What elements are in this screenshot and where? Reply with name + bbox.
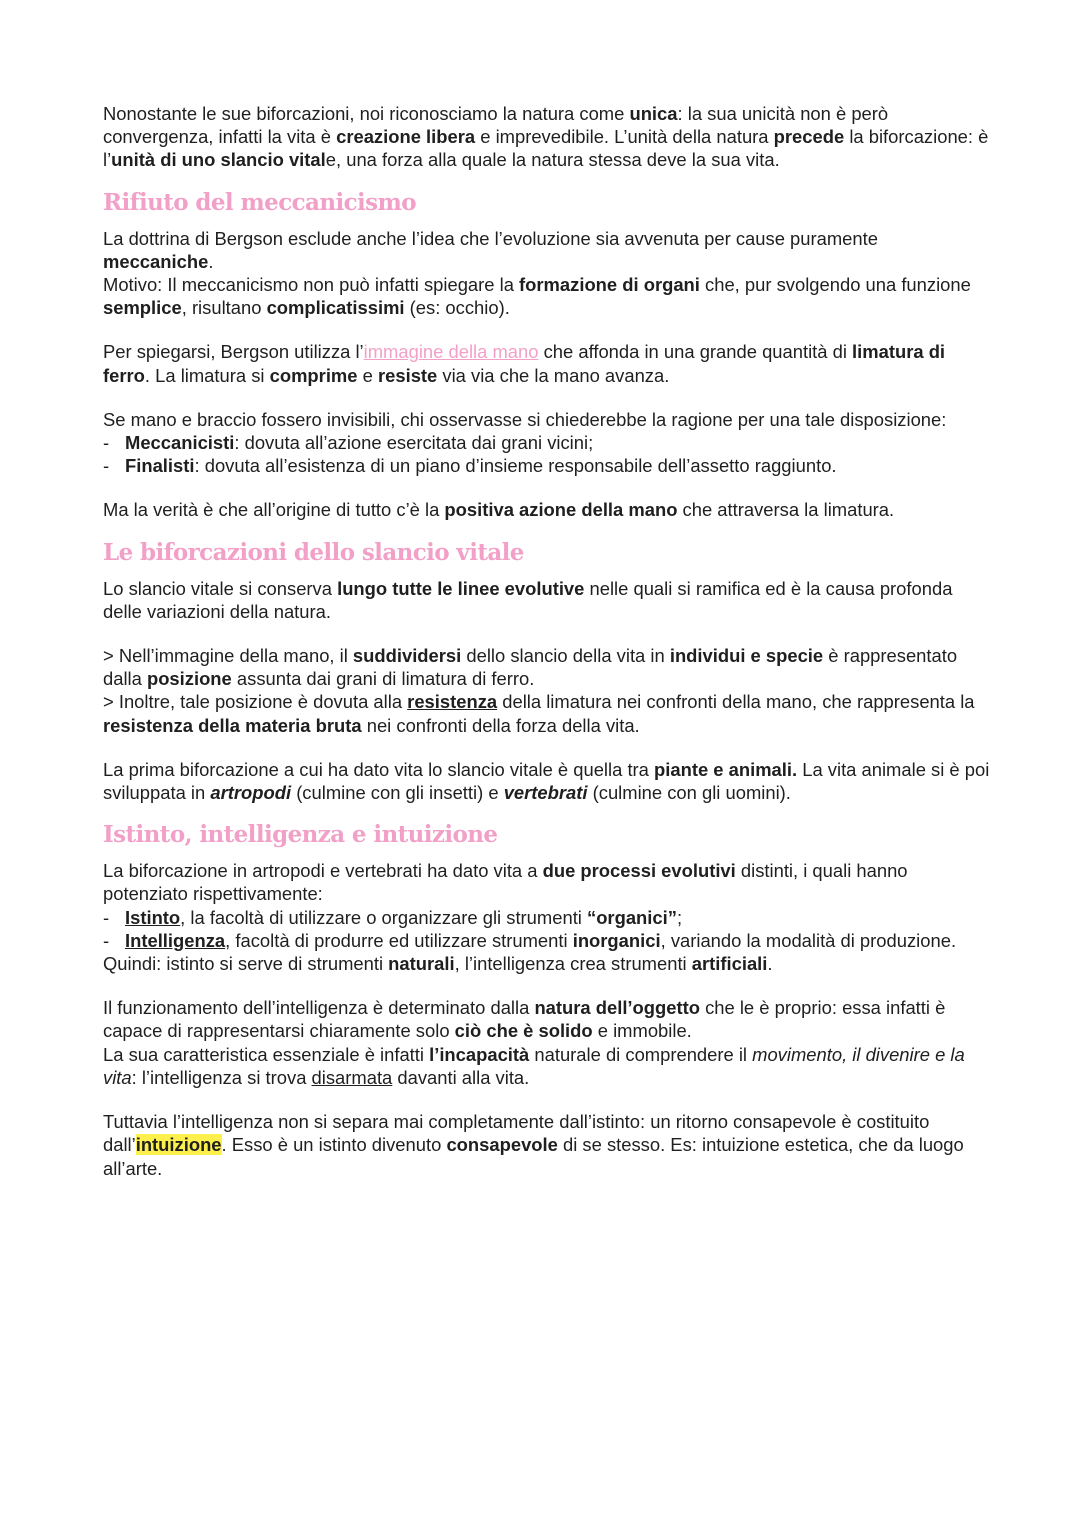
- bold-underlined-text: Intelligenza: [125, 929, 226, 951]
- text: nelle quali si ramifica ed è la causa profonda delle variazioni della natura.: [103, 577, 953, 622]
- dash-bullet: -: [103, 455, 110, 477]
- text: .: [767, 953, 773, 975]
- bold-text: “organici”: [587, 906, 677, 928]
- bold-text: complicatissimi: [266, 297, 405, 319]
- text: > Inoltre, tale posizione è dovuta alla: [103, 691, 408, 713]
- text: e immobile.: [592, 1020, 692, 1042]
- bold-text: piante e animali.: [654, 758, 798, 780]
- bold-italic-text: vertebrati: [503, 782, 588, 804]
- bold-text: natura dell’oggetto: [534, 997, 700, 1019]
- bold-text: comprime: [269, 364, 358, 386]
- list-item: [103, 454, 993, 477]
- text: dello slancio della vita in: [461, 645, 670, 667]
- text: : dovuta all’esistenza di un piano d’insieme responsabile dell’assetto raggiunto.: [194, 455, 837, 477]
- bold-text: unità di uno slancio vital: [111, 149, 326, 171]
- bold-underlined-text: Istinto: [125, 906, 181, 928]
- paragraph: Se mano e braccio fossero invisibili, chi osservasse si chiederebbe la ragione per una tale disposizione:: [103, 408, 947, 430]
- section-heading-istinto: Istinto, intelligenza e intuizione: [103, 821, 498, 849]
- text: > Nell’immagine della mano, il: [103, 645, 353, 667]
- bold-text: artificiali: [691, 953, 768, 975]
- italic-text: movimento, il divenire e la vita: [103, 1043, 965, 1088]
- bold-underlined-text: resistenza: [407, 691, 498, 713]
- text: , risultano: [181, 297, 267, 319]
- paragraph: [103, 498, 993, 521]
- bold-text: limatura di ferro: [103, 341, 946, 386]
- text: e imprevedibile. L’unità della natura: [475, 126, 774, 148]
- paragraph: [103, 1110, 993, 1180]
- text: che le è proprio: essa infatti è capace di rappresentarsi chiaramente solo: [103, 997, 946, 1042]
- text: . Esso è un istinto divenuto: [221, 1134, 447, 1156]
- bold-text: due processi evolutivi: [542, 860, 736, 882]
- text: è rappresentato dalla: [103, 645, 958, 690]
- bold-text: resistenza della materia bruta: [103, 714, 362, 736]
- text: , facoltà di produrre ed utilizzare strumenti: [225, 929, 573, 951]
- paragraph: [103, 577, 993, 623]
- text: La biforcazione in artropodi e vertebrati ha dato vita a: [103, 860, 543, 882]
- text: distinti, i quali hanno potenziato rispettivamente:: [103, 860, 908, 905]
- dash-bullet: -: [103, 906, 110, 928]
- paragraph: [103, 227, 993, 273]
- list-item: [103, 906, 993, 929]
- text: Lo slancio vitale si conserva: [103, 577, 338, 599]
- bold-text: semplice: [103, 297, 182, 319]
- section-heading-biforcazioni: Le biforcazioni dello slancio vitale: [103, 538, 524, 566]
- bold-text: precede: [773, 126, 845, 148]
- bold-text: suddividersi: [352, 645, 462, 667]
- immagine-della-mano-link[interactable]: immagine della mano: [363, 341, 539, 363]
- list-item: [103, 431, 993, 454]
- text: : dovuta all’azione esercitata dai grani vicini;: [234, 432, 594, 454]
- bold-text: ciò che è solido: [454, 1020, 593, 1042]
- text: che attraversa la limatura.: [677, 499, 895, 521]
- text: La prima biforcazione a cui ha dato vita lo slancio vitale è quella tra: [103, 758, 655, 780]
- text: assunta dai grani di limatura di ferro.: [231, 668, 535, 690]
- text: , l’intelligenza crea strumenti: [454, 953, 692, 975]
- bold-text: Finalisti: [125, 455, 195, 477]
- text: naturale di comprendere il: [529, 1043, 753, 1065]
- underlined-text: disarmata: [311, 1066, 393, 1088]
- bold-text: positiva azione della mano: [444, 499, 678, 521]
- text: : la sua unicità non è però convergenza, infatti la vita è: [103, 103, 889, 148]
- text: : l’intelligenza si trova: [131, 1066, 312, 1088]
- paragraph: [103, 859, 993, 905]
- text: Motivo: Il meccanicismo non può infatti spiegare la: [103, 274, 520, 296]
- text: , variando la modalità di produzione.: [660, 929, 957, 951]
- text: e: [357, 364, 378, 386]
- bold-text: resiste: [377, 364, 438, 386]
- bold-text: l’incapacità: [429, 1043, 530, 1065]
- document-body: [103, 102, 993, 1180]
- bold-text: Meccanicisti: [125, 432, 235, 454]
- text: Quindi: istinto si serve di strumenti: [103, 953, 389, 975]
- text: e, una forza alla quale la natura stessa deve la sua vita.: [325, 149, 780, 171]
- bold-text: unica: [629, 103, 678, 124]
- text: La sua caratteristica essenziale è infatti: [103, 1043, 430, 1065]
- dash-bullet: -: [103, 929, 110, 951]
- text: (culmine con gli insetti) e: [291, 782, 504, 804]
- text: la biforcazione: è l’: [103, 126, 989, 171]
- text: Nonostante le sue biforcazioni, noi riconosciamo la natura come: [103, 103, 630, 124]
- paragraph: [103, 340, 993, 386]
- bold-text: creazione libera: [336, 126, 476, 148]
- text: nei confronti della forza della vita.: [361, 714, 640, 736]
- bold-text: lungo tutte le linee evolutive: [337, 577, 585, 599]
- bold-text: meccaniche: [103, 250, 209, 272]
- text: di se stesso. Es: intuizione estetica, che da luogo all’arte.: [103, 1134, 964, 1179]
- text: che, pur svolgendo una funzione: [699, 274, 971, 296]
- paragraph: [103, 996, 993, 1042]
- text: . La limatura si: [144, 364, 270, 386]
- bold-text: consapevole: [446, 1134, 558, 1156]
- text: La dottrina di Bergson esclude anche l’idea che l’evoluzione sia avvenuta per cause puramente: [103, 227, 878, 249]
- text: via via che la mano avanza.: [437, 364, 670, 386]
- paragraph: [103, 273, 993, 319]
- text: (culmine con gli uomini).: [587, 782, 791, 804]
- paragraph: [103, 1043, 993, 1089]
- bold-text: inorganici: [572, 929, 661, 951]
- text: Tuttavia l’intelligenza non si separa mai completamente dall’istinto: un ritorno consapevole è costituito dall’: [103, 1111, 930, 1156]
- dash-bullet: -: [103, 432, 110, 454]
- text: ;: [676, 906, 683, 928]
- paragraph: [103, 952, 993, 975]
- text: Per spiegarsi, Bergson utilizza l’: [103, 341, 364, 363]
- text: davanti alla vita.: [392, 1066, 530, 1088]
- list-item: [103, 929, 993, 952]
- text: , la facoltà di utilizzare o organizzare gli strumenti: [180, 906, 587, 928]
- text: Il funzionamento dell’intelligenza è determinato dalla: [103, 997, 535, 1019]
- bold-text: formazione di organi: [519, 274, 700, 296]
- text: che affonda in una grande quantità di: [538, 341, 853, 363]
- paragraph: [103, 690, 993, 736]
- section-heading-meccanicismo: Rifiuto del meccanicismo: [103, 188, 416, 216]
- text: (es: occhio).: [404, 297, 510, 319]
- bold-text: naturali: [388, 953, 455, 975]
- paragraph: [103, 644, 993, 690]
- bold-text: individui e specie: [669, 645, 824, 667]
- paragraph: [103, 758, 993, 804]
- text: Ma la verità è che all’origine di tutto c’è la: [103, 499, 445, 521]
- text: .: [208, 250, 214, 272]
- bold-text: posizione: [146, 668, 232, 690]
- text: della limatura nei confronti della mano, che rappresenta la: [497, 691, 975, 713]
- intro-paragraph: [103, 102, 993, 172]
- text: La vita animale si è poi sviluppata in: [103, 758, 990, 804]
- bold-italic-text: artropodi: [210, 782, 292, 804]
- highlighted-text: intuizione: [135, 1134, 222, 1156]
